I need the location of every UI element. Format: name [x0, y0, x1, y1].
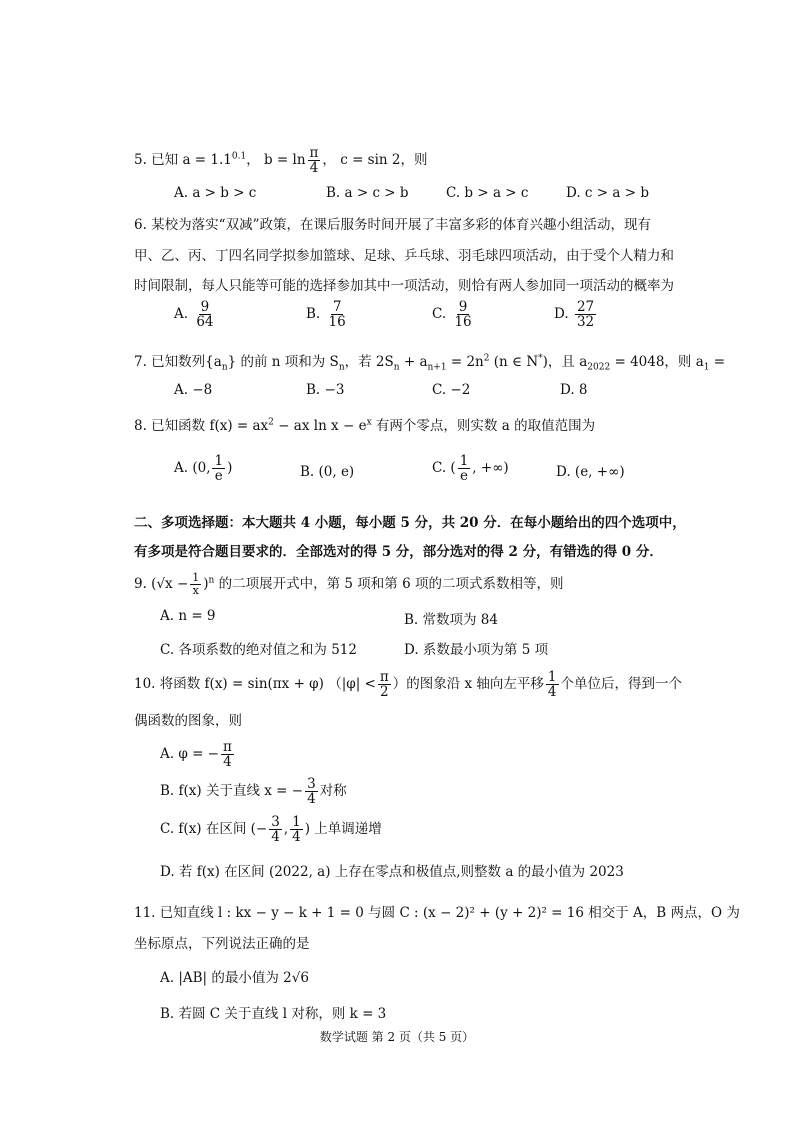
q8-c-pre: C. ( — [432, 460, 456, 477]
q10-c-den-2: 4 — [292, 829, 301, 846]
q7-part-7: (n ∈ N — [489, 354, 539, 370]
q10-frac-2-num: 1 — [547, 669, 557, 685]
question-8-stem — [134, 414, 595, 434]
q6-option-c-fraction — [452, 300, 473, 329]
q5-a-exponent: 0.1 — [231, 151, 247, 162]
q7-part-6: = 2n — [446, 354, 484, 370]
q6-a-den: 64 — [196, 314, 214, 331]
q10-frac-1-num: π — [379, 669, 389, 685]
q10-a-num: π — [223, 739, 232, 755]
q10-frac-1 — [378, 670, 391, 699]
q11-option-b: B. 若圆 C 关于直线 l 对称，则 k = 3 — [160, 1006, 387, 1022]
q10-c-mid: , — [283, 821, 289, 838]
q10-c-fraction-1 — [269, 815, 282, 844]
q6-option-c-label: C. — [432, 306, 447, 323]
q10-part-2: ）的图象沿 x 轴向左平移 — [392, 676, 544, 693]
q10-a-den: 4 — [223, 754, 232, 771]
q8-option-c — [432, 454, 509, 483]
q10-option-b — [160, 777, 347, 806]
q6-b-den: 16 — [328, 314, 346, 331]
q6-option-d-label: D. — [554, 306, 569, 323]
q9-sup: n — [208, 575, 215, 586]
q8-c-fraction — [458, 454, 471, 483]
q8-a-fraction — [212, 454, 225, 483]
question-5-stem — [134, 146, 428, 175]
q10-c-num-1: 3 — [271, 814, 280, 830]
q8-sup-2: x — [366, 417, 372, 428]
q10-option-a — [160, 740, 236, 769]
q6-option-a-label: A. — [174, 306, 189, 323]
q7-part-3: } 的前 n 项和为 S — [227, 354, 339, 370]
q6-option-b-fraction — [327, 300, 348, 329]
q6-line-1: 6. 某校为落实“双减”政策，在课后服务时间开展了丰富多彩的体育兴趣小组活动，现有 — [134, 217, 651, 233]
q6-option-d-fraction — [575, 300, 596, 329]
q10-frac-2 — [546, 670, 559, 699]
q7-option-b: B. −3 — [306, 382, 345, 398]
q9-option-a: A. n = 9 — [160, 608, 216, 624]
q9-num: 1 — [192, 571, 200, 585]
section-2-line-2: 有多项是符合题目要求的．全部选对的得 5 分，部分选对的得 2 分，有错选的得 0 分． — [134, 544, 663, 560]
q10-b-fraction — [305, 777, 318, 806]
question-10-stem — [134, 670, 682, 699]
q7-sub-3: n — [393, 362, 400, 373]
q9-part-1: 9. (√x − — [134, 576, 189, 592]
q7-part-5: + a — [399, 354, 428, 370]
q9-option-d: D. 系数最小项为第 5 项 — [404, 642, 549, 658]
q8-c-num: 1 — [459, 453, 469, 469]
q10-c-num-2: 1 — [292, 814, 301, 830]
q7-sup-2: * — [538, 353, 543, 364]
q10-frac-2-den: 4 — [547, 684, 557, 701]
q5-b-num: π — [309, 145, 319, 161]
q7-part-2: {a — [205, 354, 222, 370]
q6-d-num: 27 — [576, 299, 595, 315]
q6-line-2: 甲、乙、丙、丁四名同学拟参加篮球、足球、乒乓球、羽毛球四项活动，由于受个人精力和 — [134, 248, 674, 264]
q10-b-num: 3 — [307, 776, 316, 792]
q7-part-1: 7. 已知数列 — [134, 354, 206, 370]
q10-c-den-1: 4 — [271, 829, 280, 846]
q6-option-b-label: B. — [306, 306, 321, 323]
q10-b-post: 对称 — [319, 783, 347, 800]
q8-a-post: ) — [227, 460, 233, 477]
q6-option-a — [174, 300, 218, 329]
q9-option-c: C. 各项系数的绝对值之和为 512 — [160, 642, 357, 658]
q11-option-a: A. |AB| 的最小值为 2√6 — [160, 970, 309, 986]
q9-part-2: ) — [203, 576, 209, 592]
q7-sub-1: n — [221, 362, 228, 373]
q8-part-3: 有两个零点，则实数 a 的取值范围为 — [371, 418, 596, 434]
q7-sub-2: n — [338, 362, 345, 373]
q10-part-3: 个单位后，得到一个 — [560, 676, 683, 693]
q6-c-den: 16 — [454, 314, 472, 331]
q7-sub-5: 2022 — [587, 362, 611, 373]
q5-b-text: ， b = ln — [246, 152, 306, 169]
q7-part-8: )，且 a — [542, 354, 588, 370]
q5-c-text: ， c = sin 2，则 — [322, 152, 428, 169]
q7-sup-1: 2 — [483, 353, 490, 364]
q7-part-10: = — [709, 354, 726, 370]
q8-a-pre: A. (0, — [174, 460, 211, 477]
q6-option-b — [306, 300, 350, 329]
q8-part-1: 8. 已知函数 f(x) = ax — [134, 418, 269, 434]
q6-a-num: 9 — [200, 299, 210, 315]
q9-den: x — [192, 584, 199, 597]
q8-c-den: e — [460, 468, 468, 485]
q11-line-1: 11. 已知直线 l : kx − y − k + 1 = 0 与圆 C : (x − 2)² + (y + 2)² = 16 相交于 A，B 两点，O 为 — [134, 905, 740, 921]
q5-a-text: 5. 已知 a = 1.1 — [134, 152, 232, 169]
question-7-stem — [134, 350, 725, 373]
q10-option-d: D. 若 f(x) 在区间 (2022, a) 上存在零点和极值点,则整数 a 的最小值为 2023 — [160, 864, 624, 880]
question-9-stem — [134, 572, 563, 597]
q10-a-fraction — [221, 740, 234, 769]
q9-option-b: B. 常数项为 84 — [404, 612, 498, 628]
q10-c-post: ) 上单调递增 — [304, 821, 382, 838]
q8-option-b: B. (0, e) — [300, 464, 355, 480]
q5-option-b: B. a > c > b — [326, 185, 409, 201]
q10-c-fraction-2 — [290, 815, 303, 844]
q5-b-den: 4 — [309, 160, 319, 177]
q7-option-c: C. −2 — [432, 382, 471, 398]
q8-option-d: D. (e, +∞) — [556, 464, 625, 480]
q9-fraction — [190, 572, 201, 596]
q8-a-den: e — [214, 468, 223, 485]
q11-line-2: 坐标原点，下列说法正确的是 — [134, 936, 310, 952]
q10-part-1: 10. 将函数 f(x) = sin(πx + φ) （|φ| < — [134, 676, 376, 693]
q9-part-3: 的二项展开式中，第 5 项和第 6 项的二项式系数相等，则 — [214, 576, 564, 592]
q7-option-a: A. −8 — [174, 382, 213, 398]
q7-sub-6: 1 — [703, 362, 710, 373]
q7-part-9: = 4048，则 a — [610, 354, 704, 370]
q5-option-a: A. a > b > c — [174, 185, 257, 201]
q5-option-d: D. c > a > b — [566, 185, 649, 201]
q8-part-2: − ax ln x − e — [273, 418, 367, 434]
q6-c-num: 9 — [458, 299, 468, 315]
q10-b-pre: B. f(x) 关于直线 x = − — [160, 783, 304, 800]
q6-option-d — [554, 300, 598, 329]
q8-option-a — [174, 454, 232, 483]
q5-b-fraction — [308, 146, 321, 175]
q6-option-c — [432, 300, 476, 329]
q10-line-2: 偶函数的图象，则 — [134, 713, 242, 729]
section-2-line-1: 二、多项选择题：本大题共 4 小题，每小题 5 分，共 20 分．在每小题给出的四个选项中， — [134, 515, 686, 531]
q6-line-3: 时间限制，每人只能等可能的选择参加其中一项活动，则恰有两人参加同一项活动的概率为 — [134, 278, 674, 294]
q8-sup-1: 2 — [268, 417, 274, 428]
page-footer: 数学试题 第 2 页（共 5 页） — [319, 1030, 475, 1044]
q6-b-num: 7 — [332, 299, 342, 315]
q10-option-c — [160, 815, 382, 844]
q10-b-den: 4 — [307, 791, 316, 808]
q8-c-post: , +∞) — [472, 460, 509, 477]
q6-option-a-fraction — [194, 300, 215, 329]
q8-a-num: 1 — [214, 453, 224, 469]
q7-sub-4: n+1 — [427, 362, 447, 373]
q10-c-pre: C. f(x) 在区间 (− — [160, 821, 268, 838]
q10-frac-1-den: 2 — [379, 684, 389, 701]
q7-option-d: D. 8 — [560, 382, 588, 398]
q6-d-den: 32 — [576, 314, 595, 331]
q5-option-c: C. b > a > c — [446, 185, 529, 201]
q10-a-pre: A. φ = − — [160, 746, 219, 763]
q7-part-4: ，若 2S — [344, 354, 394, 370]
